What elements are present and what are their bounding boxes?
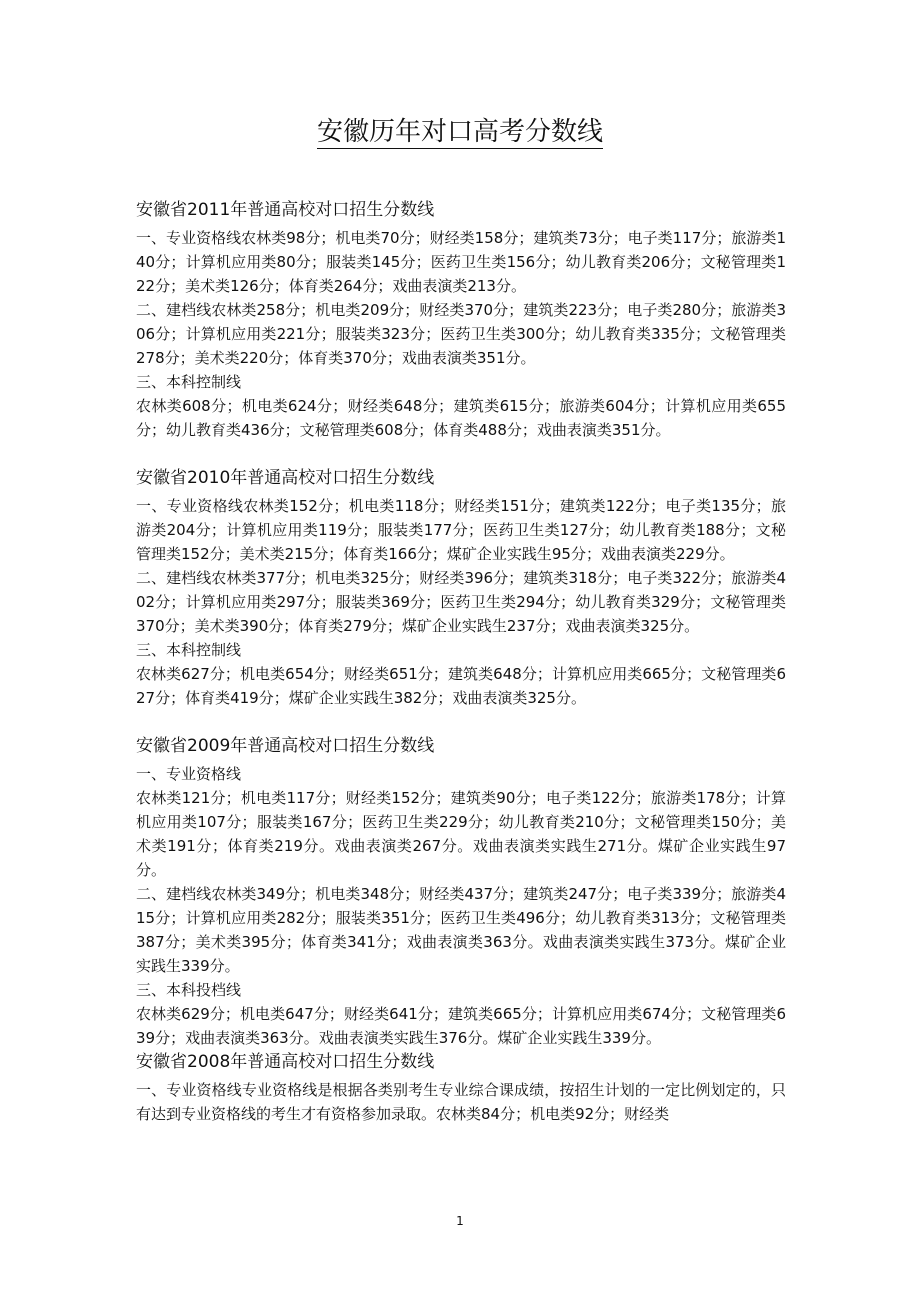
section-2010 <box>136 466 786 710</box>
paragraph: 农林类121分；机电类117分；财经类152分；建筑类90分；电子类122分；旅游类178分；计算机应用类107分；服装类167分；医药卫生类229分；幼儿教育类210分；文秘管理类150分；美术类191分；体育类219分。戏曲表演类267分。戏曲表演类实践生271分。煤矿企业实践生97分。 <box>136 789 786 879</box>
paragraph: 三、本科控制线 <box>136 373 242 391</box>
page-title-text: 安徽历年对口高考分数线 <box>316 117 603 147</box>
section-2009 <box>136 734 786 1050</box>
page-title <box>0 114 920 150</box>
paragraph: 二、建档线农林类258分；机电类209分；财经类370分；建筑类223分；电子类280分；旅游类306分；计算机应用类221分；服装类323分；医药卫生类300分；幼儿教育类335分；文秘管理类278分；美术类220分；体育类370分；戏曲表演类351分。 <box>136 301 786 367</box>
section-spacer <box>136 442 786 466</box>
section-2011 <box>136 198 786 442</box>
section-heading: 安徽省2008年普通高校对口招生分数线 <box>136 1052 435 1072</box>
paragraph: 三、本科控制线 <box>136 641 242 659</box>
paragraph: 一、专业资格线专业资格线是根据各类别考生专业综合课成绩，按招生计划的一定比例划定的，只有达到专业资格线的考生才有资格参加录取。农林类84分；机电类92分；财经类 <box>136 1081 786 1123</box>
section-heading: 安徽省2010年普通高校对口招生分数线 <box>136 468 435 488</box>
paragraph: 农林类629分；机电类647分；财经类641分；建筑类665分；计算机应用类674分；文秘管理类639分；戏曲表演类363分。戏曲表演类实践生376分。煤矿企业实践生339分。 <box>136 1005 786 1047</box>
section-heading: 安徽省2009年普通高校对口招生分数线 <box>136 736 435 756</box>
paragraph: 一、专业资格线农林类152分；机电类118分；财经类151分；建筑类122分；电子类135分；旅游类204分；计算机应用类119分；服装类177分；医药卫生类127分；幼儿教育类188分；文秘管理类152分；美术类215分；体育类166分；煤矿企业实践生95分；戏曲表演类229分。 <box>136 497 786 563</box>
document-body <box>136 198 786 1126</box>
paragraph: 二、建档线农林类377分；机电类325分；财经类396分；建筑类318分；电子类322分；旅游类402分；计算机应用类297分；服装类369分；医药卫生类294分；幼儿教育类329分；文秘管理类370分；美术类390分；体育类279分；煤矿企业实践生237分；戏曲表演类325分。 <box>136 569 786 635</box>
paragraph: 农林类608分；机电类624分；财经类648分；建筑类615分；旅游类604分；计算机应用类655分；幼儿教育类436分；文秘管理类608分；体育类488分；戏曲表演类351分。 <box>136 397 786 439</box>
section-2008 <box>136 1050 786 1126</box>
paragraph: 三、本科投档线 <box>136 981 242 999</box>
paragraph: 一、专业资格线农林类98分；机电类70分；财经类158分；建筑类73分；电子类117分；旅游类140分；计算机应用类80分；服装类145分；医药卫生类156分；幼儿教育类206分；文秘管理类122分；美术类126分；体育类264分；戏曲表演类213分。 <box>136 229 786 295</box>
paragraph: 农林类627分；机电类654分；财经类651分；建筑类648分；计算机应用类665分；文秘管理类627分；体育类419分；煤矿企业实践生382分；戏曲表演类325分。 <box>136 665 786 707</box>
page-number: 1 <box>456 1214 464 1228</box>
section-spacer <box>136 710 786 734</box>
paragraph: 一、专业资格线 <box>136 765 242 783</box>
section-heading: 安徽省2011年普通高校对口招生分数线 <box>136 200 435 220</box>
paragraph: 二、建档线农林类349分；机电类348分；财经类437分；建筑类247分；电子类339分；旅游类415分；计算机应用类282分；服装类351分；医药卫生类496分；幼儿教育类313分；文秘管理类387分；美术类395分；体育类341分；戏曲表演类363分。戏曲表演类实践生373分。煤矿企业实践生339分。 <box>136 885 786 975</box>
